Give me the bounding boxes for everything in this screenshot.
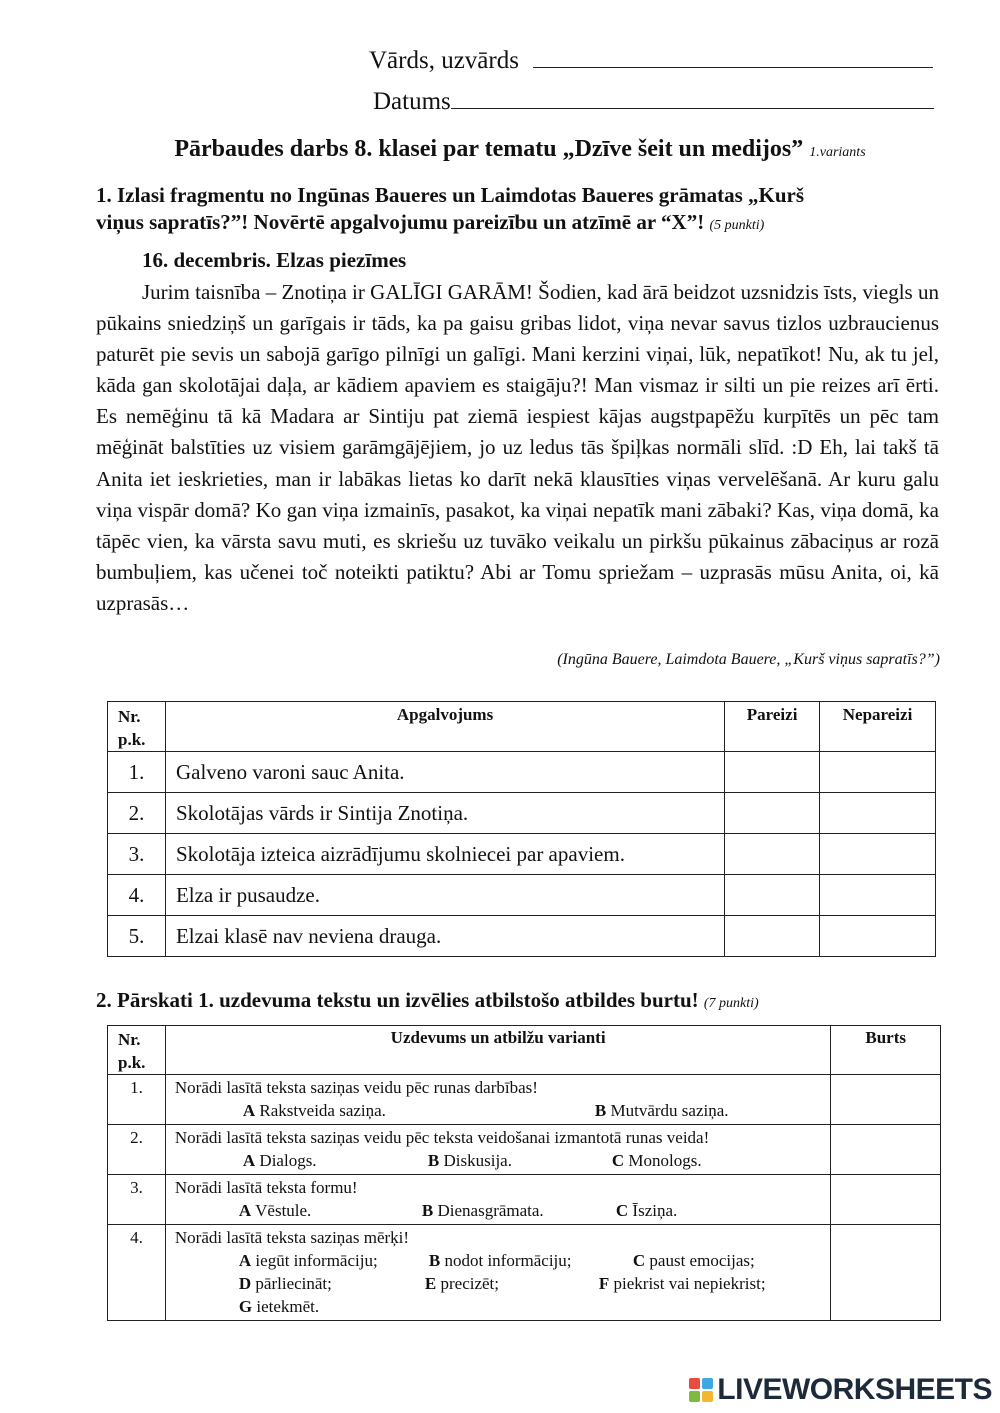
option-d: D pārliecināt; bbox=[238, 1274, 332, 1293]
row-statement: Skolotāja izteica aizrādījumu skolniecei par apaviem. bbox=[165, 834, 724, 875]
question-cell bbox=[165, 1075, 830, 1125]
table-row bbox=[108, 752, 936, 793]
name-field bbox=[369, 47, 933, 75]
row-nr: 4. bbox=[108, 875, 166, 916]
fragment-title: 16. decembris. Elzas piezīmes bbox=[142, 248, 407, 272]
col-task: Uzdevums un atbilžu varianti bbox=[165, 1026, 830, 1075]
table-row bbox=[108, 1225, 941, 1321]
row-nr: 2. bbox=[108, 793, 166, 834]
task1-text-line1: 1. Izlasi fragmentu no Ingūnas Baueres un Laimdotas Baueres grāmatas „Kurš bbox=[96, 183, 805, 207]
answer-true-cell[interactable] bbox=[725, 834, 820, 875]
option-b: B Diskusija. bbox=[427, 1151, 512, 1170]
option-a: A Dialogs. bbox=[242, 1151, 317, 1170]
row-nr: 2. bbox=[108, 1125, 166, 1175]
row-statement: Galveno varoni sauc Anita. bbox=[165, 752, 724, 793]
answer-true-cell[interactable] bbox=[725, 793, 820, 834]
row-statement: Skolotājas vārds ir Sintija Znotiņa. bbox=[165, 793, 724, 834]
answer-false-cell[interactable] bbox=[820, 752, 936, 793]
task2-points: (7 punkti) bbox=[703, 996, 759, 1011]
col-statement: Apgalvojums bbox=[165, 702, 724, 752]
title-variant: 1.variants bbox=[809, 145, 866, 160]
answer-letter-cell[interactable] bbox=[831, 1125, 941, 1175]
col-false: Nepareizi bbox=[820, 702, 936, 752]
table-row bbox=[108, 1075, 941, 1125]
logo-square bbox=[702, 1378, 713, 1389]
option-g: G ietekmēt. bbox=[238, 1297, 320, 1316]
option-c: C Monologs. bbox=[611, 1151, 702, 1170]
statements-table bbox=[107, 701, 936, 957]
logo-text: LIVEWORKSHEETS bbox=[717, 1373, 992, 1406]
answer-letter-cell[interactable] bbox=[831, 1225, 941, 1321]
option-e: E precizēt; bbox=[424, 1274, 499, 1293]
fragment-text bbox=[96, 277, 939, 619]
logo-square bbox=[702, 1391, 713, 1402]
name-input-line[interactable] bbox=[533, 67, 933, 68]
col-nr: Nr. p.k. bbox=[108, 702, 166, 752]
liveworksheets-logo bbox=[689, 1373, 992, 1407]
row-nr: 3. bbox=[108, 834, 166, 875]
logo-grid-icon bbox=[689, 1378, 713, 1402]
table-header-row bbox=[108, 1026, 941, 1075]
table-row bbox=[108, 1175, 941, 1225]
row-nr: 5. bbox=[108, 916, 166, 957]
question-text: Norādi lasītā teksta saziņas veidu pēc runas darbības! bbox=[174, 1078, 538, 1097]
row-nr: 4. bbox=[108, 1225, 166, 1321]
answer-letter-cell[interactable] bbox=[831, 1175, 941, 1225]
row-nr: 3. bbox=[108, 1175, 166, 1225]
answer-true-cell[interactable] bbox=[725, 875, 820, 916]
row-nr: 1. bbox=[108, 752, 166, 793]
option-b: B Dienasgrāmata. bbox=[421, 1201, 544, 1220]
answer-true-cell[interactable] bbox=[725, 916, 820, 957]
answer-false-cell[interactable] bbox=[820, 834, 936, 875]
answer-false-cell[interactable] bbox=[820, 875, 936, 916]
table-row bbox=[108, 793, 936, 834]
option-b: B Mutvārdu saziņa. bbox=[594, 1101, 729, 1120]
option-a: A iegūt informāciju; bbox=[238, 1251, 378, 1270]
task2-text: 2. Pārskati 1. uzdevuma tekstu un izvēlies atbilstošo atbildes burtu! bbox=[96, 988, 699, 1012]
table-row bbox=[108, 875, 936, 916]
title-main: Pārbaudes darbs 8. klasei par tematu „Dzīve šeit un medijos” bbox=[174, 136, 804, 162]
row-statement: Elza ir pusaudze. bbox=[165, 875, 724, 916]
task1-points: (5 punkti) bbox=[709, 218, 765, 233]
row-nr: 1. bbox=[108, 1075, 166, 1125]
row-statement: Elzai klasē nav neviena drauga. bbox=[165, 916, 724, 957]
col-nr: Nr. p.k. bbox=[108, 1026, 166, 1075]
table-header-row bbox=[108, 702, 936, 752]
fragment-paragraph: Jurim taisnība – Znotiņa ir GALĪGI GARĀM! Šodien, kad ārā beidzot uzsnidzis īsts, viegls un pūkains sniedziņš un garīgais ir tāds, ka pa gaisu gribas lidot, viņa nevar savus tizlos uzbraucienus paturēt pie sevis un sabojā garīgo pilnīgi un galīgi. Mani kerzini viņai, lūk, nepatīkot! Nu, ak tu jel, kāda gan skolotājai daļa, ar kādiem apaviem es staigāju?! Man vismaz ir silti un pie reizes arī ērti. Es nemēģinu tā kā Madara ar Sintiju pat ziemā iespiest kājas augstpapēžu kurpītēs un pēc tam mēģināt balstīties uz visiem garāmgājējiem, jo uz ledus tās špiļkas normāli slīd. :D Eh, lai takš tā Anita iet ieskrieties, man ir labākas lietas ko darīt nekā klausīties viņas vervelēšanā. Ar kuru galu viņa vispār domā? Ko gan viņa izmainīs, pasakot, ka viņai nepatīk mani zābaki? Kas, viņa domā, ka tāpēc vien, ka vārsta savu muti, es skriešu uz tuvāko veikalu un pirkšu pūkainus zābaciņus ar rozā bumbuļiem, kas učenei toč noteikti patiktu? Abi ar Tomu spriežam – uzprasās mūsu Anita, oi, kā uzprasās… bbox=[96, 280, 939, 615]
task2-instruction bbox=[96, 987, 759, 1017]
table-row bbox=[108, 1125, 941, 1175]
question-cell bbox=[165, 1125, 830, 1175]
answer-false-cell[interactable] bbox=[820, 793, 936, 834]
option-b: B nodot informāciju; bbox=[428, 1251, 572, 1270]
question-text: Norādi lasītā teksta saziņas veidu pēc teksta veidošanai izmantotā runas veida! bbox=[174, 1128, 710, 1147]
option-c: C Īsziņa. bbox=[615, 1201, 678, 1220]
option-a: A Vēstule. bbox=[238, 1201, 312, 1220]
option-f: F piekrist vai nepiekrist; bbox=[598, 1274, 766, 1293]
question-cell bbox=[165, 1175, 830, 1225]
date-input-line[interactable] bbox=[451, 108, 934, 109]
col-true: Pareizi bbox=[725, 702, 820, 752]
fragment-source: (Ingūna Bauere, Laimdota Bauere, „Kurš viņus sapratīs?”) bbox=[557, 651, 940, 668]
option-a: A Rakstveida saziņa. bbox=[242, 1101, 386, 1120]
logo-square bbox=[689, 1391, 700, 1402]
question-text: Norādi lasītā teksta formu! bbox=[174, 1178, 358, 1197]
date-field bbox=[373, 88, 934, 116]
date-label: Datums bbox=[373, 88, 451, 115]
task1-instruction bbox=[96, 182, 946, 239]
page-title bbox=[0, 136, 1000, 163]
name-label: Vārds, uzvārds bbox=[369, 47, 519, 74]
choices-table bbox=[107, 1025, 941, 1321]
question-cell bbox=[165, 1225, 830, 1321]
table-row bbox=[108, 834, 936, 875]
table-row bbox=[108, 916, 936, 957]
answer-true-cell[interactable] bbox=[725, 752, 820, 793]
col-letter: Burts bbox=[831, 1026, 941, 1075]
answer-letter-cell[interactable] bbox=[831, 1075, 941, 1125]
task1-text-line2: viņus sapratīs?”! Novērtē apgalvojumu pareizību un atzīmē ar “X”! bbox=[96, 210, 705, 234]
answer-false-cell[interactable] bbox=[820, 916, 936, 957]
logo-square bbox=[689, 1378, 700, 1389]
question-text: Norādi lasītā teksta saziņas mērķi! bbox=[174, 1228, 410, 1247]
option-c: C paust emocijas; bbox=[632, 1251, 755, 1270]
